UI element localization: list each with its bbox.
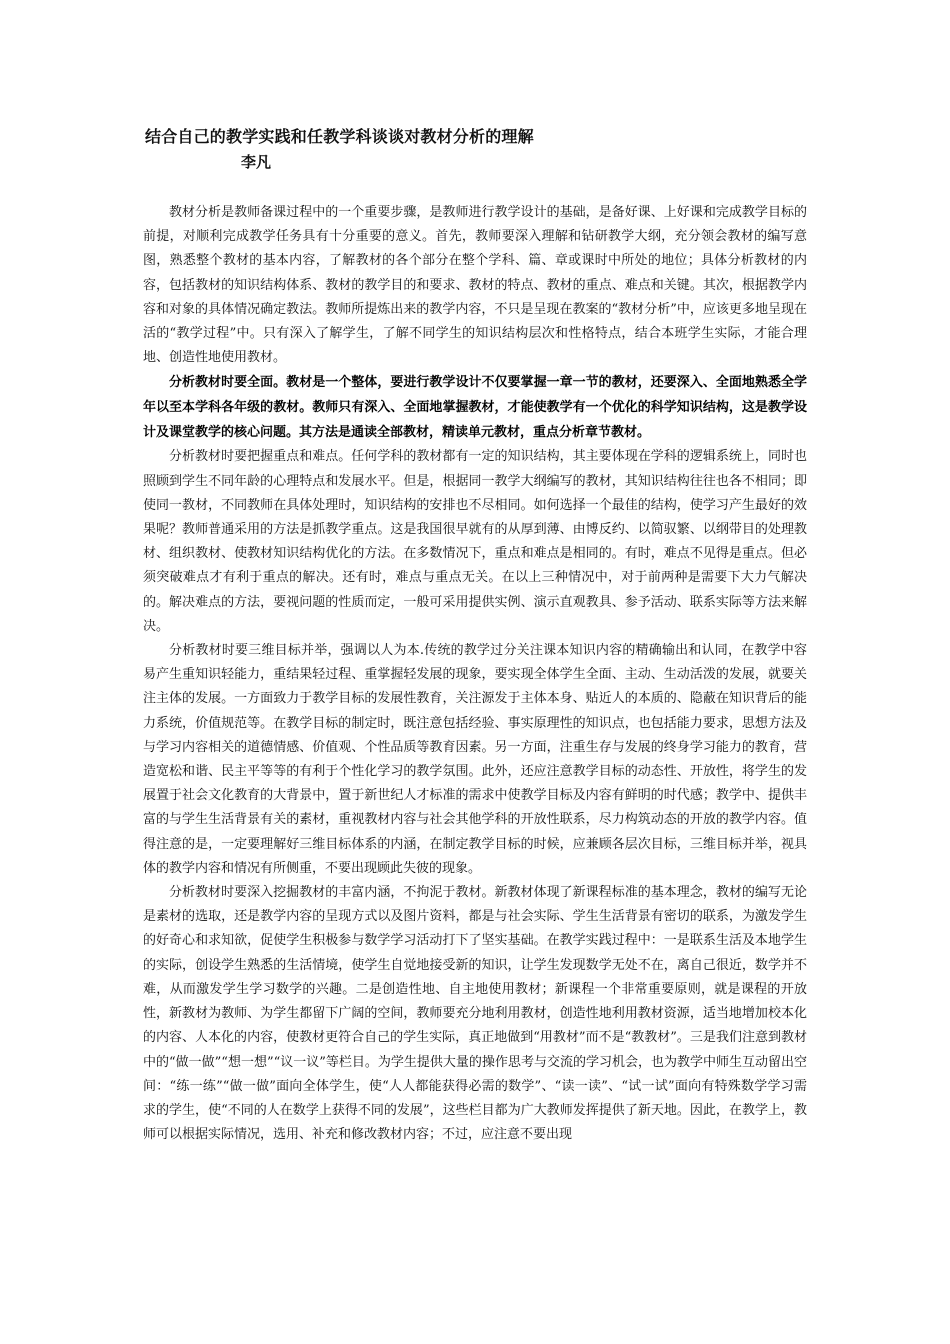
document-body — [143, 201, 807, 1147]
document-title: 结合自己的教学实践和任教学科谈谈对教材分析的理解 — [145, 127, 534, 146]
paragraph-three-dimensional-goals: 分析教材时要三维目标并举，强调以人为本.传统的教学过分关注课本知识内容的精确输出和认同，在教学中容易产生重知识轻能力，重结果轻过程、重掌握轻发展的现象，要实现全体学生全面、主动、生动活泼的发展，就要关注主体的发展。一方面致力于教学目标的发展性教育，关注源发于主体本身、贴近人的本质的、隐蔽在知识背后的能力系统，价值规范等。在教学目标的制定时，既注意包括经验、事实原理性的知识点，也包括能力要求，思想方法及与学习内容相关的道德情感、价值观、个性品质等教育因素。另一方面，注重生存与发展的终身学习能力的教育，营造宽松和谐、民主平等等的有利于个性化学习的教学氛围。此外，还应注意教学目标的动态性、开放性，将学生的发展置于社会文化教育的大背景中，置于新世纪人才标准的需求中使教学目标及内容有鲜明的时代感；教学中、提供丰富的与学生生活背景有关的素材，重视教材内容与社会其他学科的开放性联系，尽力构筑动态的开放的教学内容。值得注意的是，一定要理解好三维目标体系的内涵，在制定教学目标的时候，应兼顾各层次目标，三维目标并举，视具体的教学内容和情况有所侧重，不要出现顾此失彼的现象。 — [143, 643, 807, 876]
paragraph-rich-connotation: 分析教材时要深入挖掘教材的丰富内涵，不拘泥于教材。新教材体现了新课程标准的基本理念，教材的编写无论是素材的选取，还是教学内容的呈现方式以及图片资料，都是与社会实际、学生生活背景有密切的联系，为激发学生的好奇心和求知欲，促使学生积极参与数学学习活动打下了坚实基础。在教学实践过程中：一是联系生活及本地学生的实际，创设学生熟悉的生活情境，使学生自觉地接受新的知识，让学生发现数学无处不在，离自己很近，数学并不难，从而激发学生学习数学的兴趣。二是创造性地、自主地使用教材；新课程一个非常重要原则，就是课程的开放性，新教材为教师、为学生都留下广阔的空间，教师要充分地利用教材，创造性地利用教材资源，适当地增加校本化的内容、人本化的内容，使教材更符合自己的学生实际，真正地做到“用教材”而不是“教教材”。三是我们注意到教材中的“做一做”“想一想”“议一议”等栏目。为学生提供大量的操作思考与交流的学习机会，也为教学中师生互动留出空间：“练一练”“做一做”面向全体学生，使“人人都能获得必需的数学”、“读一读”、“试一试”面向有特殊数学学习需求的学生，使“不同的人在数学上获得不同的发展”，这些栏目都为广大教师发挥提供了新天地。因此，在教学上，教师可以根据实际情况，选用、补充和修改教材内容；不过，应注意不要出现 — [143, 885, 807, 1143]
paragraph-comprehensive: 分析教材时要全面。教材是一个整体，要进行教学设计不仅要掌握一章一节的教材，还要深入、全面地熟悉全学年以至本学科各年级的教材。教师只有深入、全面地掌握教材，才能使教学有一个优化的科学知识结构，这是教学设计及课堂教学的核心问题。其方法是通读全部教材，精读单元教材，重点分析章节教材。 — [143, 375, 807, 441]
paragraph-intro: 教材分析是教师备课过程中的一个重要步骤，是教师进行教学设计的基础，是备好课、上好课和完成教学目标的前提，对顺利完成教学任务具有十分重要的意义。首先，教师要深入理解和钻研教学大纲，充分领会教材的编写意图，熟悉整个教材的基本内容，了解教材的各个部分在整个学科、篇、章或课时中所处的地位；具体分析教材的内容，包括教材的知识结构体系、教材的教学目的和要求、教材的特点、教材的重点、难点和关键。其次，根据教学内容和对象的具体情况确定教法。教师所提炼出来的教学内容，不只是呈现在教案的“教材分析”中，应该更多地呈现在活的“教学过程”中。只有深入了解学生，了解不同学生的知识结构层次和性格特点，结合本班学生实际，才能合理地、创造性地使用教材。 — [143, 205, 807, 366]
document-author: 李凡 — [241, 153, 272, 171]
paragraph-key-points: 分析教材时要把握重点和难点。任何学科的教材都有一定的知识结构，其主要体现在学科的逻辑系统上，同时也照顾到学生不同年龄的心理特点和发展水平。但是，根据同一教学大纲编写的教材，其知识结构往往也各不相同；即使同一教材，不同教师在具体处理时，知识结构的安排也不尽相同。如何选择一个最佳的结构，使学习产生最好的效果呢？教师普通采用的方法是抓教学重点。这是我国很早就有的从厚到薄、由博反约、以简驭繁、以纲带目的处理教材、组织教材、使教材知识结构优化的方法。在多数情况下，重点和难点是相同的。有时，难点不见得是重点。但必须突破难点才有利于重点的解决。还有时，难点与重点无关。在以上三种情况中，对于前两种是需要下大力气解决的。解决难点的方法，要视问题的性质而定，一般可采用提供实例、演示直观教具、参予活动、联系实际等方法来解决。 — [143, 449, 807, 634]
